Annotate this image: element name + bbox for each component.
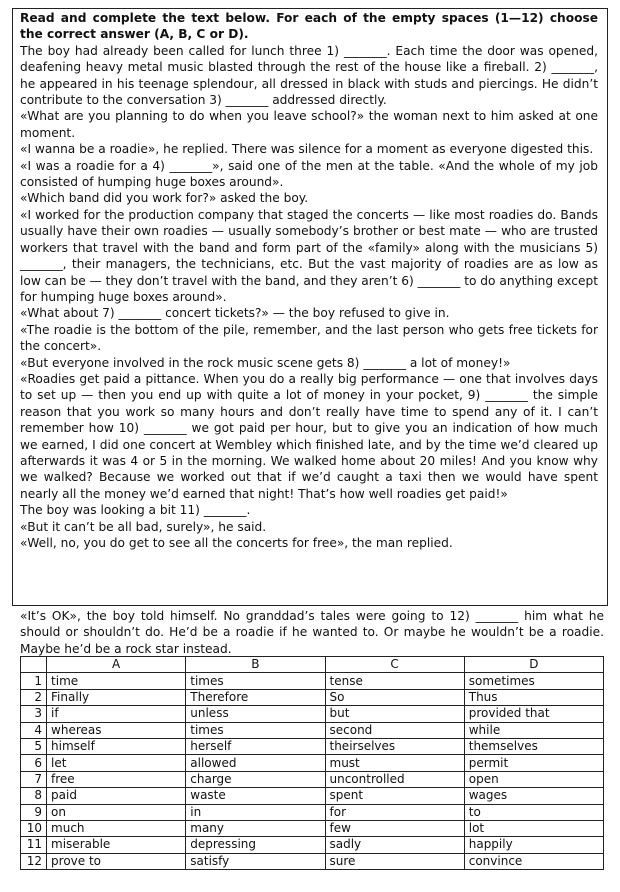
option-c: So [325,689,464,705]
option-d: wages [464,788,603,804]
option-d: lot [464,820,603,836]
option-b: charge [186,771,325,787]
option-b: in [186,804,325,820]
table-row [21,689,604,705]
row-number: 12 [21,853,47,869]
option-d: to [464,804,603,820]
row-number: 8 [21,788,47,804]
option-c: for [325,804,464,820]
passage-paragraph: «I was a roadie for a 4) _______», said one of the men at the table. «And the whole of my job consisted of humping huge boxes around». [20,158,598,190]
answer-options-table [20,656,604,870]
table-header-row [21,657,604,673]
option-d: while [464,722,603,738]
exercise-text [20,10,598,551]
option-b: depressing [186,837,325,853]
instruction: Read and complete the text below. For each of the empty spaces (1—12) choose the correct answer (A, B, C or D). [20,11,598,42]
table-row [21,788,604,804]
option-d: permit [464,755,603,771]
option-b: many [186,820,325,836]
table-row [21,804,604,820]
option-c: spent [325,788,464,804]
table-header-number [21,657,47,673]
passage-paragraph: The boy was looking a bit 11) _______. [20,503,251,518]
option-a: prove to [47,853,186,869]
passage-paragraph: «What are you planning to do when you leave school?» the woman next to him asked at one moment. [20,109,598,140]
row-number: 3 [21,706,47,722]
row-number: 6 [21,755,47,771]
table-body [21,673,604,870]
table-row [21,820,604,836]
option-c: tense [325,673,464,689]
option-c: sure [325,853,464,869]
passage-paragraph: «Which band did you work for?» asked the boy. [20,191,309,206]
table-row [21,722,604,738]
option-a: miserable [47,837,186,853]
option-d: provided that [464,706,603,722]
option-a: himself [47,738,186,754]
option-b: times [186,722,325,738]
table-row [21,706,604,722]
table-row [21,771,604,787]
table-row [21,738,604,754]
option-a: time [47,673,186,689]
table-row [21,673,604,689]
option-d: sometimes [464,673,603,689]
option-d: happily [464,837,603,853]
passage-ending [20,608,604,657]
option-a: on [47,804,186,820]
passage-paragraph: «Roadies get paid a pittance. When you do a really big performance — one that involves days to set up — then you end up with quite a lot of money in your pocket, 9) _______ the simple reason that you work so many hours and don’t really have time to spend any of it. I can’t remember how 10) _______ we got paid per hour, but to give you an indication of how much we earned, I did one concert at Wembley which finished late, and by the time we’d cleared up afterwards it was 4 or 5 in the morning. We walked home about 20 miles! And you know why we walked? Because we worked out that if we’d caught a taxi then we would have spent nearly all the money we’d earned that night! That’s how well roadies get paid!» [20,371,598,501]
option-b: waste [186,788,325,804]
option-a: let [47,755,186,771]
option-b: allowed [186,755,325,771]
row-number: 1 [21,673,47,689]
passage-paragraph: The boy had already been called for lunch three 1) _______. Each time the door was opened, deafening heavy metal music blasted through the rest of the house like a fireball. 2) _______, he appeared in his teenage splendour, all dressed in black with studs and piercings. He didn’t contribute to the conversation 3) _______ addressed directly. [20,43,598,108]
option-a: if [47,706,186,722]
option-c: must [325,755,464,771]
column-header-b: B [186,657,325,673]
option-c: but [325,706,464,722]
column-header-d: D [464,657,603,673]
row-number: 7 [21,771,47,787]
option-b: times [186,673,325,689]
passage [20,43,598,552]
passage-paragraph: «The roadie is the bottom of the pile, remember, and the last person who gets free tickets for the concert». [20,322,598,354]
option-b: unless [186,706,325,722]
row-number: 9 [21,804,47,820]
column-header-c: C [325,657,464,673]
option-d: open [464,771,603,787]
option-b: satisfy [186,853,325,869]
row-number: 5 [21,738,47,754]
passage-paragraph: «What about 7) _______ concert tickets?» — the boy refused to give in. [20,306,450,321]
option-d: Thus [464,689,603,705]
option-c: theirselves [325,738,464,754]
row-number: 4 [21,722,47,738]
row-number: 11 [21,837,47,853]
passage-paragraph: «Well, no, you do get to see all the concerts for free», the man replied. [20,536,453,550]
row-number: 2 [21,689,47,705]
passage-paragraph: «But it can’t be all bad, surely», he said. [20,519,267,534]
passage-paragraph: «But everyone involved in the rock music scene gets 8) _______ a lot of money!» [20,355,511,370]
option-c: few [325,820,464,836]
option-a: much [47,820,186,836]
passage-paragraph: «I worked for the production company that staged the concerts — like most roadies do. Bands usually have their own roadies — usually somebody’s brother or best mate — who are trusted workers that travel with the band and form part of the «family» along with the musicians 5) _______, their managers, the technicians, etc. But the vast majority of roadies are as low as low can be — they don’t travel with the band, and they aren’t 6) _______ to do anything except for humping huge boxes around». [20,207,598,304]
option-b: herself [186,738,325,754]
option-a: Finally [47,689,186,705]
passage-ending-paragraph: «It’s OK», the boy told himself. No granddad’s tales were going to 12) _______ him what he should or shouldn’t do. He’d be a roadie if he wanted to. Or maybe he wouldn’t be a roadie. Maybe he’d be a rock star instead. [20,609,604,656]
table-row [21,837,604,853]
row-number: 10 [21,820,47,836]
option-c: sadly [325,837,464,853]
option-c: uncontrolled [325,771,464,787]
option-c: second [325,722,464,738]
passage-paragraph: «I wanna be a roadie», he replied. There was silence for a moment as everyone digested this. [20,142,594,157]
column-header-a: A [47,657,186,673]
table-row [21,755,604,771]
option-b: Therefore [186,689,325,705]
option-a: whereas [47,722,186,738]
option-a: paid [47,788,186,804]
option-d: convince [464,853,603,869]
table-row [21,853,604,869]
option-d: themselves [464,738,603,754]
option-a: free [47,771,186,787]
